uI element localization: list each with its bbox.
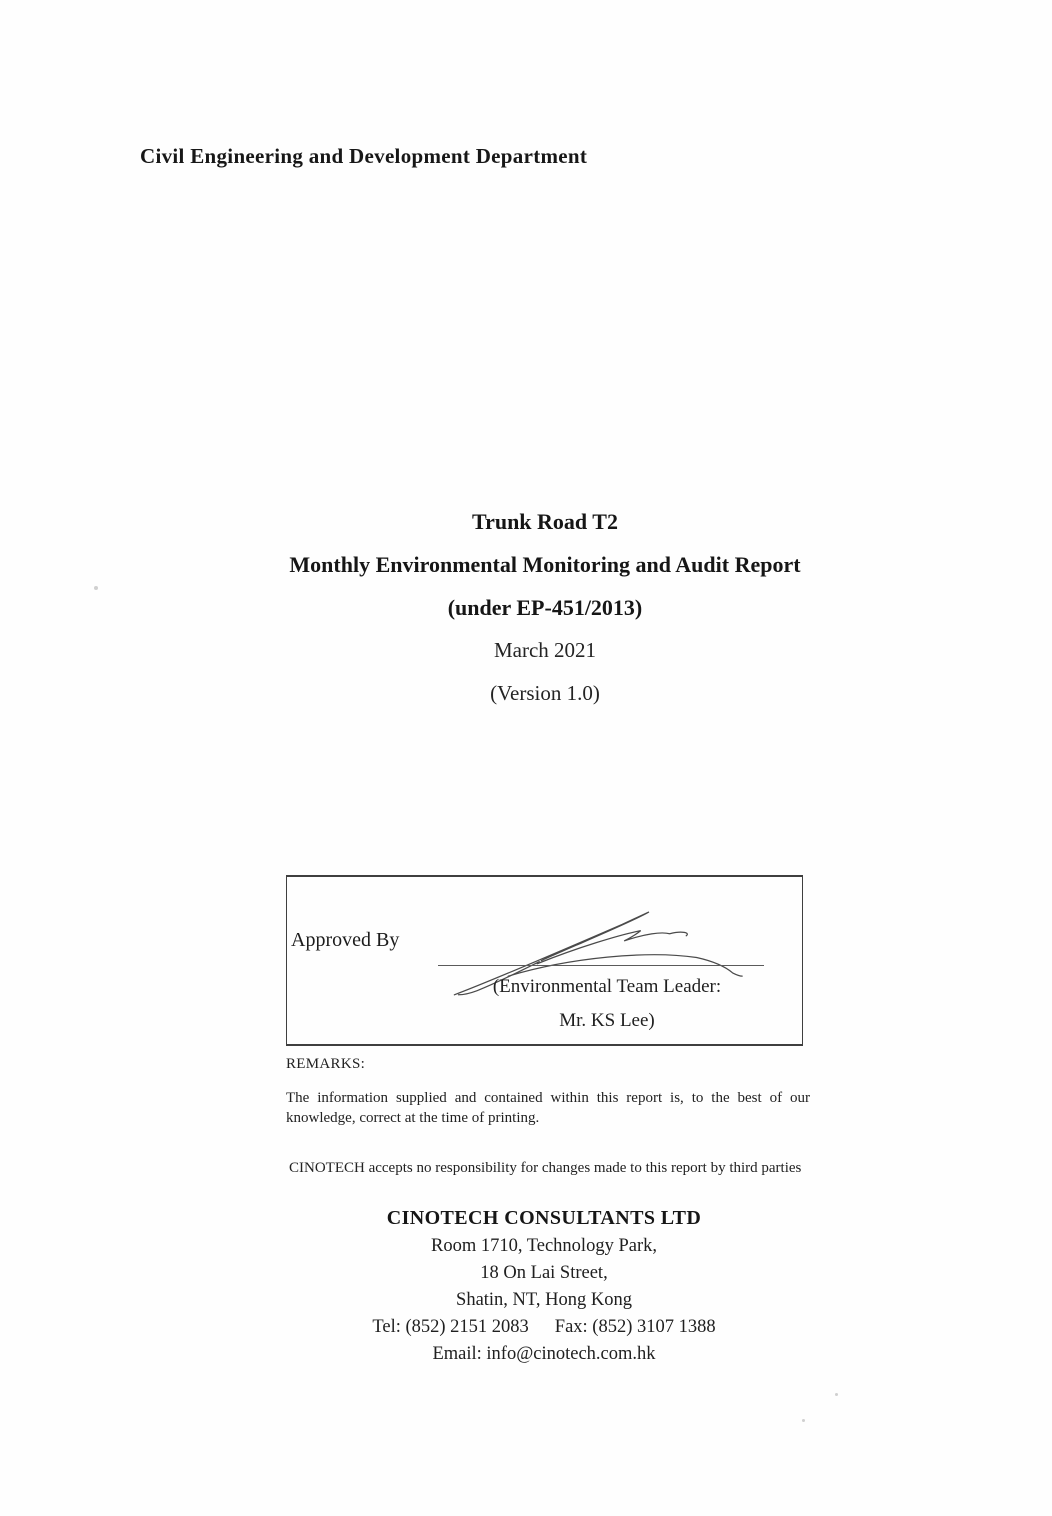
report-period: March 2021 [493,638,597,662]
company-email: Email: info@cinotech.com.hk [432,1344,656,1364]
signatory-role: (Environmental Team Leader: [492,976,722,997]
department-name: Civil Engineering and Development Department [140,144,588,168]
scan-speck [802,1419,805,1422]
company-address-line3: Shatin, NT, Hong Kong [456,1290,632,1310]
company-contact-block [34,1204,1052,1368]
scan-speck [94,586,98,590]
company-fax: Fax: (852) 3107 1388 [554,1317,716,1337]
report-name: Monthly Environmental Monitoring and Audit Report [289,552,801,577]
signature-line [438,965,764,966]
report-title-block [19,500,1052,715]
project-title: Trunk Road T2 [472,509,618,534]
permit-number: (under EP-451/2013) [447,595,643,620]
remarks-heading: REMARKS: [286,1056,366,1072]
scan-speck [835,1393,838,1396]
signatory-name: Mr. KS Lee) [559,1010,655,1031]
company-name: CINOTECH CONSULTANTS LTD [386,1207,702,1229]
company-address-line1: Room 1710, Technology Park, [430,1236,657,1256]
approved-by-label: Approved By [291,929,400,951]
report-version: (Version 1.0) [490,681,600,705]
remarks-disclaimer: CINOTECH accepts no responsibility for changes made to this report by third parties [289,1160,802,1176]
approval-signature-box [286,875,803,1046]
company-telfax-line [34,1314,1052,1341]
company-tel: Tel: (852) 2151 2083 [372,1317,529,1337]
company-address-line2: 18 On Lai Street, [480,1263,608,1283]
remarks-body: The information supplied and contained within this report is, to the best of our knowledge, correct at the time of printing. [286,1090,810,1127]
